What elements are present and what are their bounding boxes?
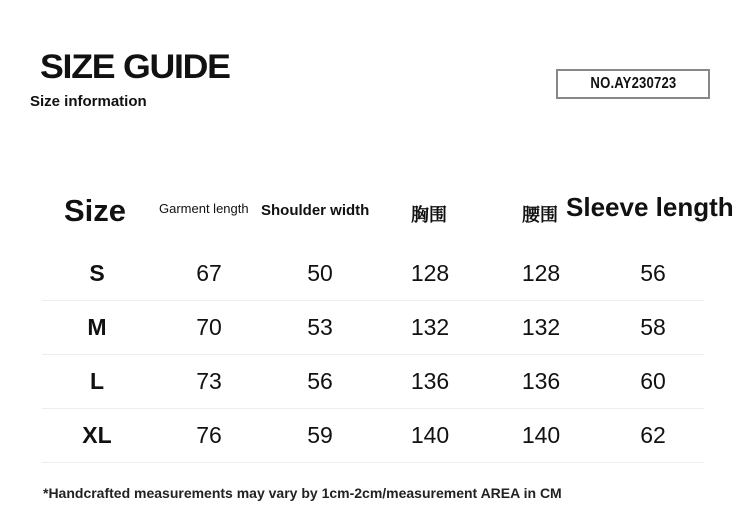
- cell-chest: 136: [410, 368, 450, 394]
- measurement-footnote: *Handcrafted measurements may vary by 1cm-2cm/measurement AREA in CM: [43, 485, 562, 501]
- header-garment-length: Garment length: [159, 201, 249, 216]
- header-sleeve-length: Sleeve length: [566, 192, 734, 222]
- header-shoulder-width: Shoulder width: [261, 202, 370, 219]
- table-row: [0, 409, 750, 463]
- header-waist: 腰围: [522, 205, 558, 226]
- table-row: [0, 355, 750, 409]
- cell-chest: 132: [410, 314, 450, 340]
- cell-shoulder-width: 50: [307, 260, 333, 286]
- header-chest: 胸围: [411, 205, 447, 226]
- size-table: [0, 247, 750, 463]
- cell-waist: 140: [521, 422, 561, 448]
- cell-garment-length: 67: [196, 260, 222, 286]
- product-code-box: [556, 69, 710, 99]
- page-subtitle: Size information: [30, 93, 147, 110]
- header-size: Size: [64, 193, 127, 228]
- cell-chest: 140: [410, 422, 450, 448]
- page-title: SIZE GUIDE: [40, 48, 230, 86]
- product-code: NO.AY230723: [590, 75, 676, 92]
- cell-size: L: [89, 368, 105, 394]
- cell-sleeve-length: 56: [640, 260, 666, 286]
- cell-waist: 128: [521, 260, 561, 286]
- cell-garment-length: 70: [196, 314, 222, 340]
- cell-shoulder-width: 53: [307, 314, 333, 340]
- cell-waist: 132: [521, 314, 561, 340]
- table-row: [0, 301, 750, 355]
- cell-chest: 128: [410, 260, 450, 286]
- cell-sleeve-length: 62: [640, 422, 666, 448]
- cell-sleeve-length: 58: [640, 314, 666, 340]
- cell-waist: 136: [521, 368, 561, 394]
- cell-shoulder-width: 56: [307, 368, 333, 394]
- table-header: [0, 185, 750, 235]
- cell-size: XL: [82, 422, 112, 448]
- cell-size: M: [87, 314, 107, 340]
- cell-garment-length: 73: [196, 368, 222, 394]
- cell-shoulder-width: 59: [307, 422, 333, 448]
- table-row: [0, 247, 750, 301]
- row-divider: [42, 462, 704, 463]
- cell-size: S: [89, 260, 105, 286]
- cell-sleeve-length: 60: [640, 368, 666, 394]
- cell-garment-length: 76: [196, 422, 222, 448]
